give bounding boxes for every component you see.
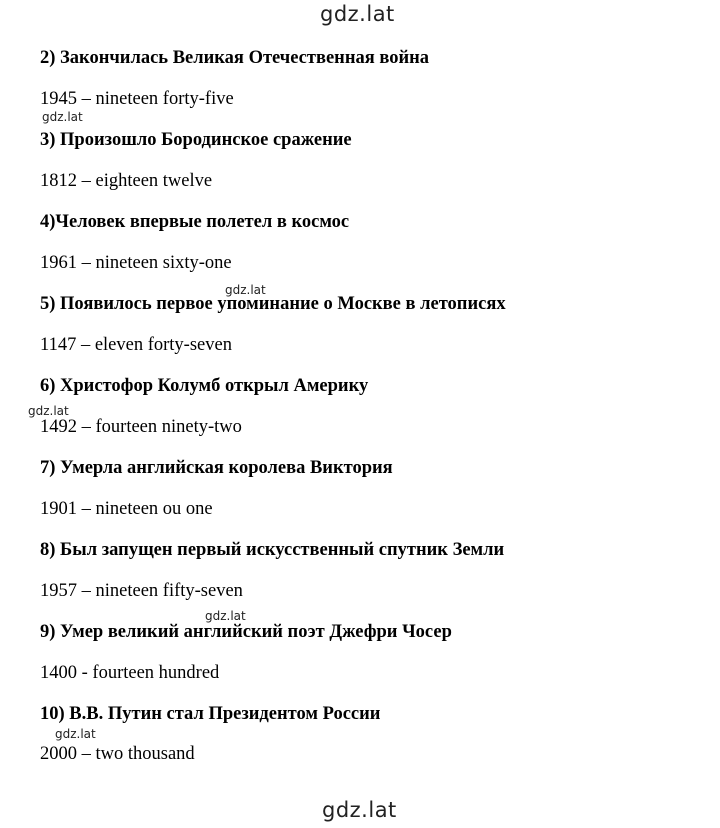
question-10: 10) В.В. Путин стал Президентом России — [40, 704, 381, 724]
answer-4: 1961 – nineteen sixty-one — [40, 253, 232, 273]
question-8: 8) Был запущен первый искусственный спутник Земли — [40, 540, 505, 560]
answer-5: 1147 – eleven forty-seven — [40, 335, 232, 355]
question-2: 2) Закончилась Великая Отечественная война — [40, 48, 430, 68]
question-5: 5) Появилось первое упоминание о Москве в летописях — [40, 294, 506, 314]
question-6: 6) Христофор Колумб открыл Америку — [40, 376, 369, 396]
answer-6: 1492 – fourteen ninety-two — [40, 417, 242, 437]
question-4: 4)Человек впервые полетел в космос — [40, 212, 350, 232]
answer-8: 1957 – nineteen fifty-seven — [40, 581, 243, 601]
watermark-small: gdz.lat — [225, 283, 266, 297]
question-3: 3) Произошло Бородинское сражение — [40, 130, 352, 150]
answer-10: 2000 – two thousand — [40, 744, 195, 764]
watermark-small: gdz.lat — [55, 727, 96, 741]
watermark-small: gdz.lat — [205, 609, 246, 623]
question-9: 9) Умер великий английский поэт Джефри Чосер — [40, 622, 452, 642]
watermark-top: gdz.lat — [320, 2, 395, 26]
question-7: 7) Умерла английская королева Виктория — [40, 458, 393, 478]
watermark-bottom: gdz.lat — [322, 798, 397, 822]
answer-7: 1901 – nineteen ou one — [40, 499, 213, 519]
answer-9: 1400 - fourteen hundred — [40, 663, 220, 683]
answer-2: 1945 – nineteen forty-five — [40, 89, 234, 109]
answer-3: 1812 – eighteen twelve — [40, 171, 213, 191]
watermark-small: gdz.lat — [28, 404, 69, 418]
watermark-small: gdz.lat — [42, 110, 83, 124]
